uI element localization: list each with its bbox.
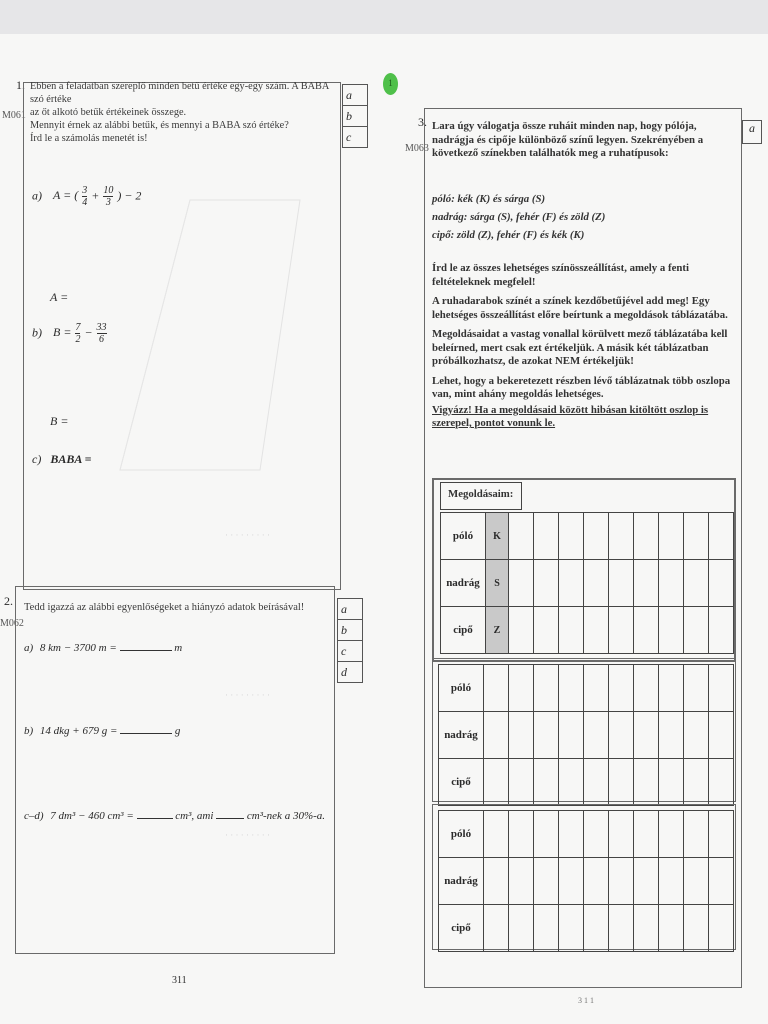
q2-a-label: a) xyxy=(24,642,34,654)
q1-a-answer: A = xyxy=(50,290,69,304)
practice-cell[interactable] xyxy=(509,858,534,905)
q3-warning: Vigyázz! Ha a megoldásaid között hibásan kitöltött oszlop is szerepel, pontot vonunk le. xyxy=(432,403,709,429)
practice-cell[interactable] xyxy=(634,858,659,905)
q2-score-a[interactable]: a xyxy=(338,599,363,620)
q1-b-label: b) xyxy=(32,325,42,340)
q1-a-expression xyxy=(32,185,141,208)
q2-b-expression: 14 dkg + 679 g = xyxy=(39,725,118,737)
answer-cell[interactable] xyxy=(534,560,559,607)
q3-instruction-1: Írd le az összes lehetséges színösszeállítást, amely a fenti feltételeknek megfelel! xyxy=(432,262,689,288)
q3-instruction-3: Megoldásaidat a vastag vonallal körülvett mező táblázatába kell beleírned, mert csak ezt értékeljük. A másik két táblázatban próbálkozhatsz, de azokat NEM értékeljük! xyxy=(432,328,728,367)
q3-item-list xyxy=(432,190,732,244)
q1-b-minus: − xyxy=(84,325,93,340)
practice-cell[interactable] xyxy=(509,811,534,858)
show-through-text: · · · · · · · · · xyxy=(225,690,270,700)
practice-cell[interactable] xyxy=(534,759,559,806)
q2-code: M062 xyxy=(0,618,24,629)
q3-graded-row-cipo xyxy=(441,607,734,654)
q3-practice1-label-cipo: cipő xyxy=(439,759,484,806)
practice-cell[interactable] xyxy=(609,759,634,806)
practice-cell[interactable] xyxy=(509,712,534,759)
q3-graded-row-nadrag xyxy=(441,560,734,607)
practice-cell[interactable] xyxy=(609,905,634,952)
q3-score-box xyxy=(742,120,762,144)
q1-score-a[interactable]: a xyxy=(343,85,368,106)
answer-cell[interactable] xyxy=(534,513,559,560)
practice-cell[interactable] xyxy=(684,665,709,712)
q3-item-nadrag: nadrág: sárga (S), fehér (F) és zöld (Z) xyxy=(432,211,606,223)
answer-cell[interactable] xyxy=(684,513,709,560)
answer-cell[interactable] xyxy=(509,607,534,654)
q2-cd-expression: 7 dm³ − 460 cm³ = xyxy=(50,810,134,822)
practice-cell[interactable] xyxy=(559,858,584,905)
practice-cell[interactable] xyxy=(684,905,709,952)
q2-d-answer-blank[interactable] xyxy=(216,818,244,819)
practice-cell[interactable] xyxy=(634,665,659,712)
q2-cd-label: c–d) xyxy=(24,810,44,822)
q3-practice1-row-nadrag xyxy=(439,712,734,759)
q2-cd-unit-1: cm³, ami xyxy=(175,810,214,822)
q2-score-b[interactable]: b xyxy=(338,620,363,641)
q3-practice2-row-polo xyxy=(439,811,734,858)
q2-score-boxes xyxy=(337,598,363,683)
answer-cell[interactable] xyxy=(509,560,534,607)
q2-cd-line xyxy=(24,810,325,822)
answer-cell[interactable] xyxy=(559,560,584,607)
q3-graded-label-nadrag: nadrág xyxy=(441,560,486,607)
answer-cell[interactable] xyxy=(559,513,584,560)
practice-cell[interactable] xyxy=(534,858,559,905)
q3-instruction-4: Lehet, hogy a bekeretezett részben lévő táblázatnak több oszlopa van, mint ahány megoldás lehetséges. xyxy=(432,374,731,400)
q3-instructions xyxy=(432,262,738,431)
q1-score-boxes xyxy=(342,84,368,148)
answer-cell[interactable] xyxy=(659,513,684,560)
q1-c-label: c) xyxy=(32,452,42,466)
practice-cell[interactable] xyxy=(709,665,734,712)
q2-instruction: Tedd igazzá az alábbi egyenlőségeket a hiányzó adatok beírásával! xyxy=(24,602,305,613)
practice-cell[interactable] xyxy=(609,858,634,905)
page-number-left: 311 xyxy=(172,975,187,986)
q3-graded-prefilled-polo: K xyxy=(486,513,509,560)
practice-cell[interactable] xyxy=(509,665,534,712)
practice-cell[interactable] xyxy=(659,858,684,905)
practice-cell[interactable] xyxy=(609,811,634,858)
q1-c-expression xyxy=(32,452,92,467)
practice-cell[interactable] xyxy=(584,905,609,952)
practice-cell[interactable] xyxy=(484,665,509,712)
practice-cell[interactable] xyxy=(484,759,509,806)
show-through-text: · · · · · · · · · xyxy=(225,830,270,840)
answer-cell[interactable] xyxy=(509,513,534,560)
answer-cell[interactable] xyxy=(709,560,734,607)
practice-cell[interactable] xyxy=(559,665,584,712)
answer-cell[interactable] xyxy=(634,513,659,560)
q2-b-unit: g xyxy=(174,725,181,737)
practice-cell[interactable] xyxy=(484,905,509,952)
practice-cell[interactable] xyxy=(584,665,609,712)
practice-cell[interactable] xyxy=(684,712,709,759)
answer-cell[interactable] xyxy=(609,560,634,607)
practice-cell[interactable] xyxy=(584,858,609,905)
q3-solutions-label: Megoldásaim: xyxy=(448,488,514,500)
answer-cell[interactable] xyxy=(659,560,684,607)
show-through-text: · · · · · · · · · xyxy=(225,530,270,540)
practice-cell[interactable] xyxy=(484,811,509,858)
green-marker-badge: 1 xyxy=(383,73,398,95)
practice-cell[interactable] xyxy=(484,858,509,905)
practice-cell[interactable] xyxy=(534,665,559,712)
q1-score-b[interactable]: b xyxy=(343,106,368,127)
answer-cell[interactable] xyxy=(534,607,559,654)
q1-a-label: a) xyxy=(32,188,42,203)
q3-item-polo: póló: kék (K) és sárga (S) xyxy=(432,193,546,205)
q3-graded-row-polo xyxy=(441,513,734,560)
q1-a-plus: + xyxy=(91,188,100,203)
q1-number: 1. xyxy=(16,78,25,92)
q3-practice2-row-nadrag xyxy=(439,858,734,905)
practice-cell[interactable] xyxy=(559,712,584,759)
practice-cell[interactable] xyxy=(634,905,659,952)
answer-cell[interactable] xyxy=(709,513,734,560)
practice-cell[interactable] xyxy=(659,905,684,952)
answer-cell[interactable] xyxy=(659,607,684,654)
practice-cell[interactable] xyxy=(709,759,734,806)
practice-cell[interactable] xyxy=(709,712,734,759)
q3-graded-prefilled-nadrag: S xyxy=(486,560,509,607)
practice-cell[interactable] xyxy=(684,811,709,858)
q2-a-expression: 8 km − 3700 m = xyxy=(39,642,117,654)
practice-cell[interactable] xyxy=(709,905,734,952)
q3-practice2-row-cipo xyxy=(439,905,734,952)
q3-practice2-label-cipo: cipő xyxy=(439,905,484,952)
q1-line-2: az őt alkotó betűk értékeinek összege. xyxy=(30,107,187,118)
q1-b-fraction-1: $\frac{7}{2}$ xyxy=(75,322,81,345)
practice-cell[interactable] xyxy=(534,712,559,759)
q3-code: M063 xyxy=(405,143,429,154)
practice-cell[interactable] xyxy=(509,905,534,952)
q1-b-fraction-2: $\frac{33}{6}$ xyxy=(96,322,107,345)
q2-b-answer-blank[interactable] xyxy=(120,733,172,734)
practice-cell[interactable] xyxy=(559,811,584,858)
q2-cd-unit-2: cm³-nek a 30%-a. xyxy=(246,810,326,822)
practice-cell[interactable] xyxy=(659,759,684,806)
q1-a-fraction-2: $\frac{10}{3}$ xyxy=(103,185,114,208)
page-number-right: 3 1 1 xyxy=(578,996,594,1005)
answer-cell[interactable] xyxy=(609,513,634,560)
q2-score-d[interactable]: d xyxy=(338,662,363,683)
q3-score-a[interactable]: a xyxy=(749,121,755,135)
answer-cell[interactable] xyxy=(684,560,709,607)
q1-b-answer: B = xyxy=(50,414,69,428)
practice-cell[interactable] xyxy=(609,712,634,759)
answer-cell[interactable] xyxy=(609,607,634,654)
scanner-top-band xyxy=(0,0,768,34)
q3-practice1-label-nadrag: nadrág xyxy=(439,712,484,759)
practice-cell[interactable] xyxy=(709,858,734,905)
q1-score-c[interactable]: c xyxy=(343,127,368,148)
answer-cell[interactable] xyxy=(584,607,609,654)
q1-line-4: Írd le a számolás menetét is! xyxy=(30,133,148,144)
q2-c-answer-blank[interactable] xyxy=(137,818,173,819)
answer-cell[interactable] xyxy=(634,560,659,607)
q3-graded-table xyxy=(440,512,734,654)
q2-a-answer-blank[interactable] xyxy=(120,650,172,651)
q1-text xyxy=(30,80,340,145)
q3-practice1-row-polo xyxy=(439,665,734,712)
q3-practice1-row-cipo xyxy=(439,759,734,806)
answer-cell[interactable] xyxy=(559,607,584,654)
q1-a-fraction-1: $\frac{3}{4}$ xyxy=(82,185,88,208)
answer-cell[interactable] xyxy=(584,560,609,607)
practice-cell[interactable] xyxy=(684,858,709,905)
q3-graded-label-polo: póló xyxy=(441,513,486,560)
q2-score-c[interactable]: c xyxy=(338,641,363,662)
q3-item-cipo: cipő: zöld (Z), fehér (F) és kék (K) xyxy=(432,229,585,241)
q1-a-lhs: A = ( xyxy=(53,188,79,203)
q3-graded-prefilled-cipo: Z xyxy=(486,607,509,654)
practice-cell[interactable] xyxy=(559,905,584,952)
q3-practice1-label-polo: póló xyxy=(439,665,484,712)
practice-cell[interactable] xyxy=(684,759,709,806)
practice-cell[interactable] xyxy=(634,811,659,858)
q3-graded-label-cipo: cipő xyxy=(441,607,486,654)
practice-cell[interactable] xyxy=(509,759,534,806)
answer-cell[interactable] xyxy=(584,513,609,560)
answer-cell[interactable] xyxy=(634,607,659,654)
q1-c-answer: BABA = xyxy=(50,452,92,466)
q3-number: 3. xyxy=(418,115,427,129)
practice-cell[interactable] xyxy=(584,712,609,759)
q2-number: 2. xyxy=(4,594,13,608)
q1-line-1: Ebben a feladatban szereplő minden betű értéke egy-egy szám. A BABA szó értéke xyxy=(30,81,329,105)
practice-cell[interactable] xyxy=(484,712,509,759)
q3-practice2-label-nadrag: nadrág xyxy=(439,858,484,905)
q2-a-unit: m xyxy=(174,642,183,654)
q3-practice-table-2 xyxy=(438,810,734,952)
q2-a-line xyxy=(24,642,182,654)
q3-practice2-label-polo: póló xyxy=(439,811,484,858)
q1-b-expression xyxy=(32,322,108,345)
q3-practice-table-1 xyxy=(438,664,734,806)
practice-cell[interactable] xyxy=(659,712,684,759)
practice-cell[interactable] xyxy=(634,759,659,806)
q1-code: M061 xyxy=(2,110,26,121)
q1-b-lhs: B = xyxy=(53,325,72,340)
practice-cell[interactable] xyxy=(659,811,684,858)
q3-intro: Lara úgy válogatja össze ruháit minden nap, hogy pólója, nadrágja és cipője különböző színű legyen. Szekrényében a következő színekben találhatók meg a ruhatípusok: xyxy=(432,120,704,159)
answer-cell[interactable] xyxy=(709,607,734,654)
q1-line-3: Mennyit érnek az alábbi betűk, és mennyi a BABA szó értéke? xyxy=(30,120,289,131)
answer-cell[interactable] xyxy=(684,607,709,654)
practice-cell[interactable] xyxy=(609,665,634,712)
practice-cell[interactable] xyxy=(584,811,609,858)
practice-cell[interactable] xyxy=(584,759,609,806)
practice-cell[interactable] xyxy=(709,811,734,858)
practice-cell[interactable] xyxy=(534,811,559,858)
q2-b-label: b) xyxy=(24,725,34,737)
practice-cell[interactable] xyxy=(659,665,684,712)
q3-instruction-2: A ruhadarabok színét a színek kezdőbetűjével add meg! Egy lehetséges összeállítást előre beírtunk a megoldások táblázatába. xyxy=(432,295,728,321)
q2-b-line xyxy=(24,725,180,737)
practice-cell[interactable] xyxy=(534,905,559,952)
practice-cell[interactable] xyxy=(634,712,659,759)
q1-a-rhs: ) − 2 xyxy=(117,188,142,203)
practice-cell[interactable] xyxy=(559,759,584,806)
